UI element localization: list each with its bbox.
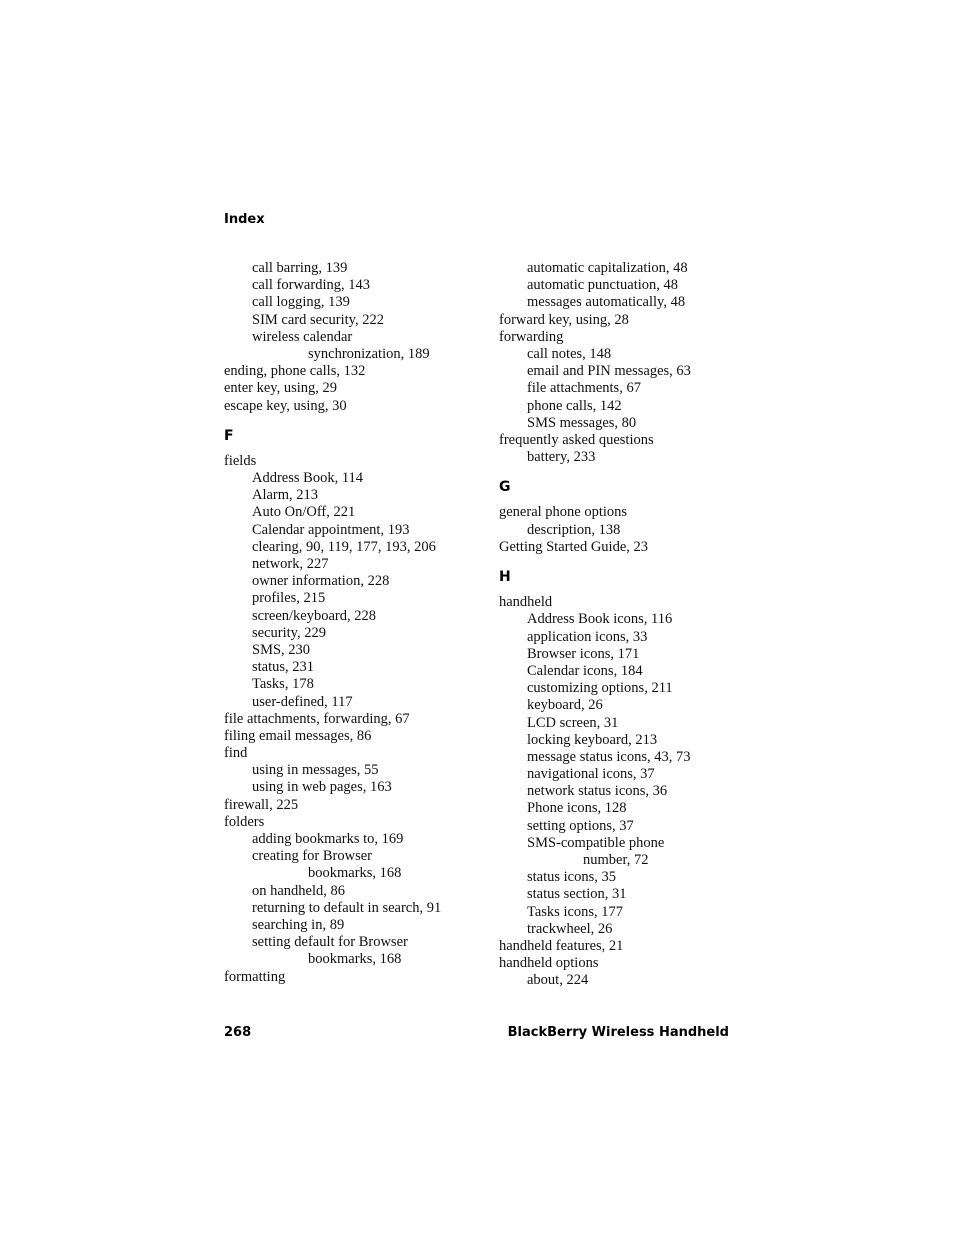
index-entry: Getting Started Guide, 23 [499,538,649,555]
index-subentry: searching in, 89 [252,916,345,933]
index-subentry: network status icons, 36 [527,783,668,800]
index-subentry: keyboard, 26 [527,697,603,714]
section-letter: G [499,479,511,496]
index-subentry: profiles, 215 [252,590,326,607]
index-continuation: bookmarks, 168 [308,865,402,882]
index-entry: folders [224,813,265,830]
index-subentry: LCD screen, 31 [527,714,619,731]
index-entry: file attachments, forwarding, 67 [224,710,410,727]
index-subentry: SMS, 230 [252,641,311,658]
index-subentry: battery, 233 [527,449,596,466]
index-column-right [499,260,759,990]
index-subentry: status, 231 [252,659,315,676]
index-subentry: file attachments, 67 [527,380,641,397]
index-entry: filing email messages, 86 [224,727,372,744]
index-subentry: adding bookmarks to, 169 [252,831,404,847]
index-entry: find [224,745,248,762]
index-entry: handheld [499,594,553,611]
index-subentry: description, 138 [527,521,621,538]
index-subentry: user-defined, 117 [252,693,353,710]
index-subentry: setting options, 37 [527,817,634,834]
index-entry: forward key, using, 28 [499,311,629,328]
index-subentry: SMS-compatible phone [527,834,665,851]
index-subentry: customizing options, 211 [527,680,673,697]
index-entry: fields [224,452,257,469]
index-subentry: call logging, 139 [252,294,350,311]
index-subentry: call forwarding, 143 [252,277,370,294]
index-subentry: Tasks, 178 [252,676,314,693]
index-subentry: call notes, 148 [527,345,612,362]
index-subentry: owner information, 228 [252,573,390,590]
index-subentry: network, 227 [252,556,329,572]
index-subentry: Phone icons, 128 [527,800,627,817]
index-subentry: Address Book icons, 116 [527,611,673,628]
index-entry: enter key, using, 29 [224,380,338,397]
index-subentry: messages automatically, 48 [527,294,686,311]
section-letter: F [224,427,234,444]
index-entry: formatting [224,968,286,985]
index-subentry: call barring, 139 [252,260,348,276]
index-subentry: wireless calendar [252,328,353,345]
index-subentry: application icons, 33 [527,628,648,645]
index-subentry: clearing, 90, 119, 177, 193, 206 [252,538,436,555]
index-entry: firewall, 225 [224,796,299,813]
index-subentry: security, 229 [252,624,326,641]
index-entry: escape key, using, 30 [224,397,347,414]
index-continuation: synchronization, 189 [308,345,430,362]
index-entry: ending, phone calls, 132 [224,363,366,380]
index-subentry: using in web pages, 163 [252,779,392,796]
section-letter: H [499,569,511,585]
index-subentry: status icons, 35 [527,869,617,886]
index-subentry: phone calls, 142 [527,397,622,414]
index-subentry: using in messages, 55 [252,762,379,779]
index-subentry: status section, 31 [527,886,627,903]
index-subentry: locking keyboard, 213 [527,731,658,748]
index-subentry: SIM card security, 222 [252,311,384,328]
index-subentry: on handheld, 86 [252,882,346,899]
index-entry: forwarding [499,328,564,345]
index-subentry: returning to default in search, 91 [252,899,442,916]
index-subentry: message status icons, 43, 73 [527,748,691,765]
index-entry: handheld features, 21 [499,937,624,954]
index-continuation: bookmarks, 168 [308,951,402,968]
index-subentry: Calendar icons, 184 [527,662,643,679]
index-subentry: Tasks icons, 177 [527,903,624,920]
book-title: BlackBerry Wireless Handheld [507,1025,729,1040]
index-subentry: Alarm, 213 [252,487,319,504]
index-subentry: Browser icons, 171 [527,645,640,662]
index-subentry: setting default for Browser [252,934,408,951]
index-subentry: email and PIN messages, 63 [527,363,691,380]
index-entry: general phone options [499,504,628,521]
page-number: 268 [224,1025,252,1040]
index-subentry: automatic punctuation, 48 [527,277,679,294]
index-subentry: automatic capitalization, 48 [527,260,688,276]
index-subentry: SMS messages, 80 [527,414,637,431]
index-subentry: screen/keyboard, 228 [252,607,377,624]
index-subentry: Auto On/Off, 221 [252,504,356,521]
index-subentry: creating for Browser [252,848,372,865]
index-subentry: trackwheel, 26 [527,920,613,937]
index-subentry: Calendar appointment, 193 [252,521,410,538]
index-column-left [224,260,484,986]
index-subentry: about, 224 [527,972,589,989]
index-continuation: number, 72 [583,852,649,868]
index-entry: handheld options [499,955,599,972]
index-entry: frequently asked questions [499,431,654,448]
index-subentry: Address Book, 114 [252,470,364,487]
index-subentry: navigational icons, 37 [527,766,655,783]
running-header: Index [224,212,265,227]
